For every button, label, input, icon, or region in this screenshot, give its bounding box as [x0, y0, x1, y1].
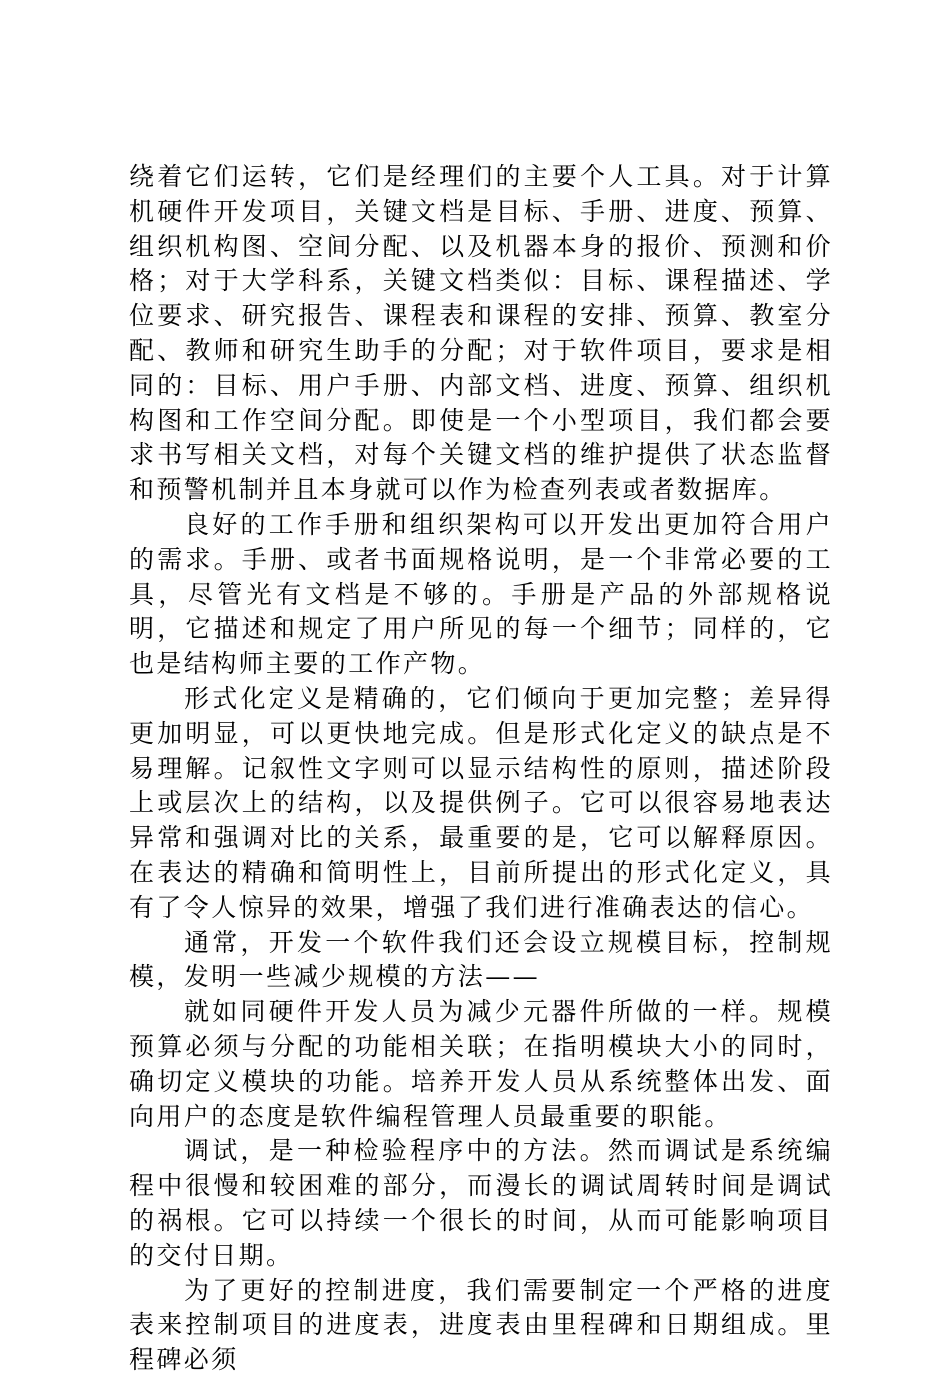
paragraph-2: 良好的工作手册和组织架构可以开发出更加符合用户的需求。手册、或者书面规格说明，是一个非常必要的工具，尽管光有文档是不够的。手册是产品的外部规格说明，它描述和规定了用户所见的每一个细节；同样的，它也是结构师主要的工作产物。: [129, 509, 833, 679]
paragraph-5: 就如同硬件开发人员为减少元器件所做的一样。规模预算必须与分配的功能相关联；在指明模块大小的同时，确切定义模块的功能。培养开发人员从系统整体出发、面向用户的态度是软件编程管理人员最重要的职能。: [129, 997, 833, 1131]
paragraph-7: 为了更好的控制进度，我们需要制定一个严格的进度表来控制项目的进度表，进度表由里程碑和日期组成。里程碑必须: [129, 1275, 833, 1375]
body-text: [129, 160, 833, 1378]
paragraph-6: 调试，是一种检验程序中的方法。然而调试是系统编程中很慢和较困难的部分，而漫长的调试周转时间是调试的祸根。它可以持续一个很长的时间，从而可能影响项目的交付日期。: [129, 1136, 833, 1270]
paragraph-1: 绕着它们运转，它们是经理们的主要个人工具。对于计算机硬件开发项目，关键文档是目标、手册、进度、预算、组织机构图、空间分配、以及机器本身的报价、预测和价格；对于大学科系，关键文档类似：目标、课程描述、学位要求、研究报告、课程表和课程的安排、预算、教室分配、教师和研究生助手的分配；对于软件项目，要求是相同的：目标、用户手册、内部文档、进度、预算、组织机构图和工作空间分配。即使是一个小型项目，我们都会要求书写相关文档，对每个关键文档的维护提供了状态监督和预警机制并且本身就可以作为检查列表或者数据库。: [129, 162, 833, 505]
paragraph-3: 形式化定义是精确的，它们倾向于更加完整；差异得更加明显，可以更快地完成。但是形式化定义的缺点是不易理解。记叙性文字则可以显示结构性的原则，描述阶段上或层次上的结构，以及提供例子。它可以很容易地表达异常和强调对比的关系，最重要的是，它可以解释原因。在表达的精确和简明性上，目前所提出的形式化定义，具有了令人惊异的效果，增强了我们进行准确表达的信心。: [129, 683, 833, 922]
paragraph-4: 通常，开发一个软件我们还会设立规模目标，控制规模，发明一些减少规模的方法——: [129, 927, 833, 992]
